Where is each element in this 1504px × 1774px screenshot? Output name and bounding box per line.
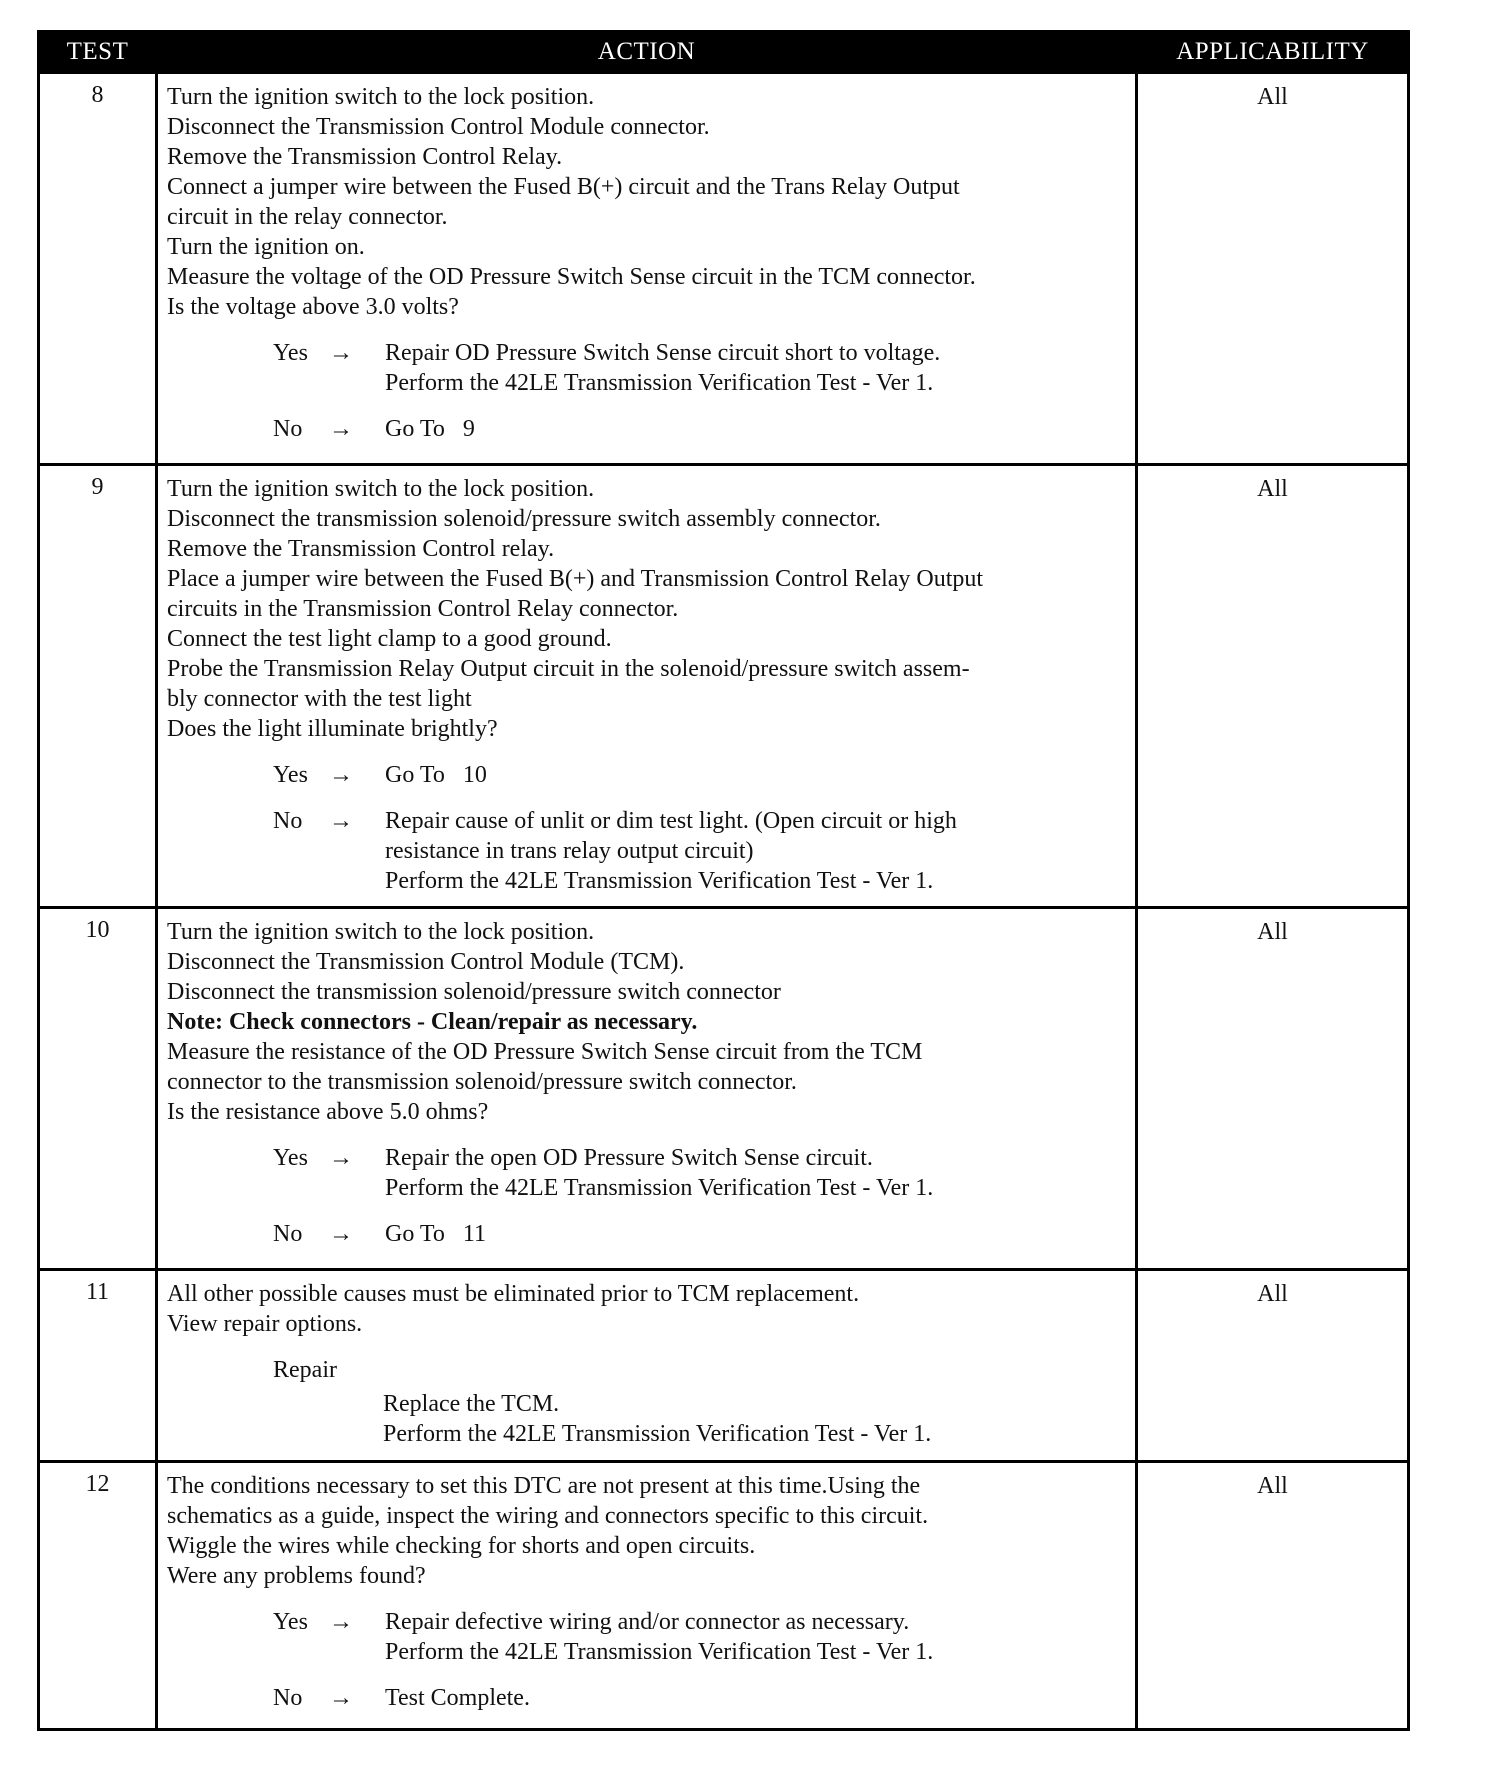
test-row-10	[39, 908, 1409, 1270]
action-line: bly connector with the test light	[167, 686, 472, 712]
yes-line: Repair OD Pressure Switch Sense circuit short to voltage.	[385, 340, 941, 366]
right-arrow-icon: →	[329, 1609, 353, 1635]
action-cell	[157, 465, 1137, 908]
action-line: Remove the Transmission Control relay.	[167, 536, 555, 562]
action-line: Does the light illuminate brightly?	[167, 716, 498, 742]
test-row-8	[39, 73, 1409, 465]
yes-label: Yes	[273, 1609, 308, 1635]
no-line: Test Complete.	[385, 1685, 530, 1711]
no-line: Perform the 42LE Transmission Verification Test - Ver 1.	[385, 868, 934, 894]
action-line: Turn the ignition switch to the lock position.	[167, 476, 595, 502]
right-arrow-icon: →	[329, 1145, 353, 1171]
no-response	[273, 1683, 1127, 1713]
yes-label: Yes	[273, 340, 308, 366]
goto-test-number: 9	[462, 416, 475, 442]
no-text	[385, 1683, 1127, 1713]
no-text	[385, 414, 1127, 444]
action-line: Is the resistance above 5.0 ohms?	[167, 1099, 489, 1125]
applicability-value: All	[1137, 73, 1409, 465]
test-row-12	[39, 1462, 1409, 1730]
goto-label: Go To	[385, 762, 445, 788]
applicability-value: All	[1137, 1270, 1409, 1462]
action-line: Turn the ignition switch to the lock position.	[167, 84, 595, 110]
action-line: Turn the ignition on.	[167, 234, 365, 260]
action-line: Place a jumper wire between the Fused B(+) and Transmission Control Relay Output	[167, 566, 984, 592]
action-line: Is the voltage above 3.0 volts?	[167, 294, 459, 320]
no-text	[385, 1219, 1127, 1249]
action-line: Disconnect the transmission solenoid/pressure switch assembly connector.	[167, 506, 881, 532]
test-row-9	[39, 465, 1409, 908]
right-arrow-icon: →	[329, 762, 353, 788]
no-label: No	[273, 1685, 303, 1711]
no-label: No	[273, 416, 303, 442]
repair-text	[383, 1389, 1127, 1449]
repair-label: Repair	[273, 1357, 337, 1383]
test-number: 12	[39, 1462, 157, 1730]
applicability-value: All	[1137, 465, 1409, 908]
yes-response	[273, 1607, 1127, 1667]
action-line: Disconnect the Transmission Control Module (TCM).	[167, 949, 685, 975]
action-cell	[157, 1462, 1137, 1730]
action-line: Remove the Transmission Control Relay.	[167, 144, 563, 170]
yes-text	[385, 760, 1127, 790]
no-response	[273, 1219, 1127, 1249]
action-line: All other possible causes must be eliminated prior to TCM replacement.	[167, 1281, 860, 1307]
right-arrow-icon: →	[329, 416, 353, 442]
no-response	[273, 414, 1127, 444]
table-header-row	[39, 32, 1409, 73]
yes-label: Yes	[273, 762, 308, 788]
yes-line: Perform the 42LE Transmission Verification Test - Ver 1.	[385, 370, 934, 396]
action-line: Connect a jumper wire between the Fused B(+) circuit and the Trans Relay Output	[167, 174, 960, 200]
yes-text	[385, 1143, 1127, 1203]
right-arrow-icon: →	[329, 808, 353, 834]
test-number: 8	[39, 73, 157, 465]
yes-response	[273, 338, 1127, 398]
right-arrow-icon: →	[329, 1221, 353, 1247]
no-text	[385, 806, 1127, 896]
test-number: 9	[39, 465, 157, 908]
no-line: Repair cause of unlit or dim test light. (Open circuit or high	[385, 808, 957, 834]
action-line: Measure the voltage of the OD Pressure Switch Sense circuit in the TCM connector.	[167, 264, 976, 290]
test-row-11	[39, 1270, 1409, 1462]
no-response	[273, 806, 1127, 896]
action-line: Were any problems found?	[167, 1563, 426, 1589]
table-body	[39, 73, 1409, 1730]
goto-label: Go To	[385, 416, 445, 442]
yes-line: Perform the 42LE Transmission Verification Test - Ver 1.	[385, 1175, 934, 1201]
action-line: View repair options.	[167, 1311, 363, 1337]
action-line: Turn the ignition switch to the lock position.	[167, 919, 595, 945]
goto-label: Go To	[385, 1221, 445, 1247]
repair-line: Replace the TCM.	[383, 1391, 560, 1417]
yes-response	[273, 760, 1127, 790]
header-test: TEST	[39, 32, 157, 73]
applicability-value: All	[1137, 908, 1409, 1270]
goto-test-number: 11	[462, 1221, 486, 1247]
right-arrow-icon: →	[329, 340, 353, 366]
repair-response	[273, 1355, 1127, 1449]
action-cell	[157, 908, 1137, 1270]
action-line: Connect the test light clamp to a good ground.	[167, 626, 612, 652]
no-label: No	[273, 1221, 303, 1247]
action-line: The conditions necessary to set this DTC are not present at this time.Using the	[167, 1473, 921, 1499]
action-line: circuit in the relay connector.	[167, 204, 448, 230]
action-line: Measure the resistance of the OD Pressure Switch Sense circuit from the TCM	[167, 1039, 923, 1065]
no-line: resistance in trans relay output circuit)	[385, 838, 754, 864]
no-label: No	[273, 808, 303, 834]
action-cell	[157, 73, 1137, 465]
test-number: 11	[39, 1270, 157, 1462]
test-number: 10	[39, 908, 157, 1270]
action-line: connector to the transmission solenoid/pressure switch connector.	[167, 1069, 797, 1095]
applicability-value: All	[1137, 1462, 1409, 1730]
yes-line: Repair the open OD Pressure Switch Sense circuit.	[385, 1145, 873, 1171]
repair-line: Perform the 42LE Transmission Verification Test - Ver 1.	[383, 1421, 932, 1447]
right-arrow-icon: →	[329, 1685, 353, 1711]
action-line: Wiggle the wires while checking for shorts and open circuits.	[167, 1533, 756, 1559]
action-line: Probe the Transmission Relay Output circuit in the solenoid/pressure switch assem-	[167, 656, 970, 682]
diagnostic-test-table	[37, 30, 1410, 1731]
header-action: ACTION	[157, 32, 1137, 73]
yes-response	[273, 1143, 1127, 1203]
yes-text	[385, 338, 1127, 398]
yes-text	[385, 1607, 1127, 1667]
goto-test-number: 10	[462, 762, 487, 788]
yes-line: Perform the 42LE Transmission Verification Test - Ver 1.	[385, 1639, 934, 1665]
action-line: Disconnect the Transmission Control Module connector.	[167, 114, 710, 140]
action-cell	[157, 1270, 1137, 1462]
yes-label: Yes	[273, 1145, 308, 1171]
yes-line: Repair defective wiring and/or connector as necessary.	[385, 1609, 910, 1635]
header-applicability: APPLICABILITY	[1137, 32, 1409, 73]
action-line: schematics as a guide, inspect the wiring and connectors specific to this circuit.	[167, 1503, 929, 1529]
action-line: Disconnect the transmission solenoid/pressure switch connector	[167, 979, 781, 1005]
note-text: Note: Check connectors - Clean/repair as necessary.	[167, 1009, 698, 1035]
action-line: circuits in the Transmission Control Relay connector.	[167, 596, 679, 622]
